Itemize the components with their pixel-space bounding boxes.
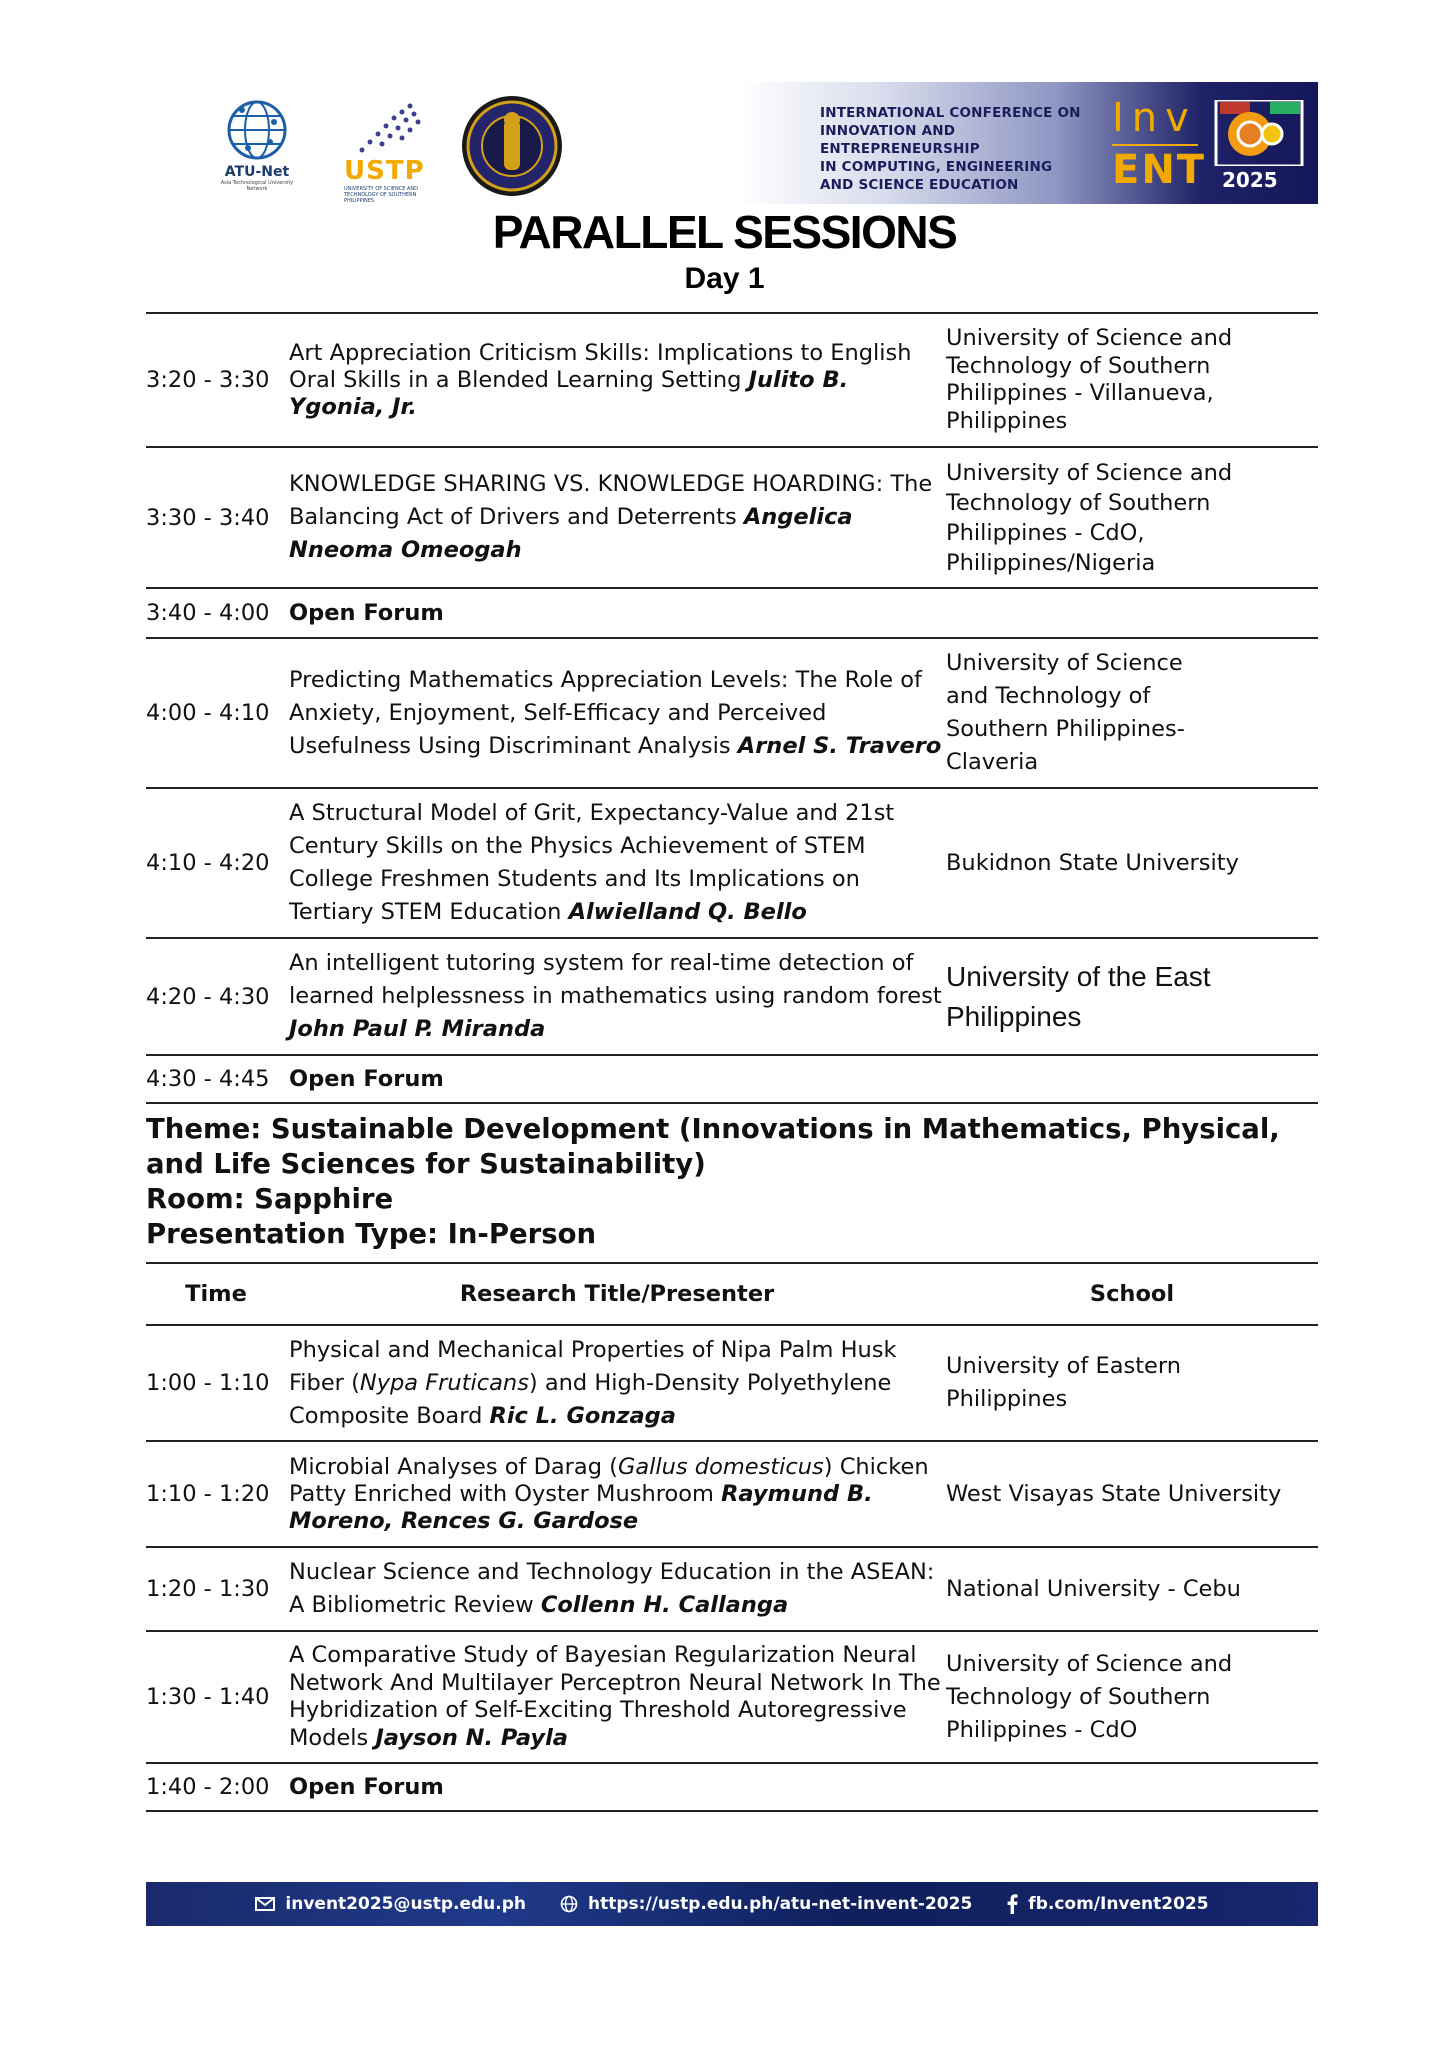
- table-row: [146, 1546, 1318, 1630]
- session-theme: [146, 1112, 1326, 1252]
- time-cell: 3:30 - 3:40: [146, 504, 270, 531]
- table-row: [146, 937, 1318, 1054]
- footer-website[interactable]: [560, 1894, 972, 1914]
- presentation-type: Presentation Type: In-Person: [146, 1218, 597, 1250]
- research-title: A Structural Model of Grit, Expectancy-Value and 21st Century Skills on the Physics Achievement of STEM College Freshmen Students and Its Implications on Tertiary STEM Education: [289, 800, 895, 925]
- room-label: Room: Sapphire: [146, 1183, 394, 1215]
- facebook-icon: [1006, 1894, 1018, 1914]
- research-title-cont: ) and High-Density Polyethylene Composite Board: [289, 1369, 892, 1429]
- presenter-name: Ric L. Gonzaga: [489, 1402, 676, 1429]
- footer-email[interactable]: [255, 1894, 526, 1914]
- school-cell: [946, 939, 1318, 1054]
- time-cell: 4:00 - 4:10: [146, 700, 270, 726]
- conference-name: [820, 104, 1090, 194]
- school-name: University of Science and Technology of Southern Philippines-Claveria: [946, 650, 1185, 775]
- species-name: Nypa Fruticans: [359, 1369, 529, 1396]
- column-header-time: Time: [185, 1281, 247, 1307]
- ustp-subtitle: UNIVERSITY OF SCIENCE AND TECHNOLOGY OF SOUTHERN PHILIPPINES: [344, 186, 418, 204]
- school-cell: [946, 448, 1318, 587]
- research-title: Nuclear Science and Technology Education in the ASEAN: A Bibliometric Review: [289, 1559, 935, 1618]
- time-cell: 1:10 - 1:20: [146, 1481, 270, 1507]
- school-name: University of Eastern Philippines: [946, 1353, 1181, 1412]
- open-forum-label: Open Forum: [289, 600, 444, 626]
- table-row: [146, 446, 1318, 587]
- globe-network-icon: [222, 98, 292, 162]
- globe-icon: [560, 1895, 578, 1913]
- presenter-name: Jayson N. Payla: [375, 1724, 568, 1751]
- table-row: [146, 1440, 1318, 1546]
- table-row: [146, 1762, 1318, 1812]
- ustp-name: USTP: [344, 156, 425, 186]
- day-label: Day 1: [684, 262, 765, 295]
- university-seal-icon: [460, 94, 564, 198]
- school-cell: Bukidnon State University: [946, 850, 1239, 876]
- email-icon: [255, 1897, 275, 1911]
- title-cell: [289, 448, 945, 587]
- species-name: Gallus domesticus: [617, 1453, 824, 1480]
- research-title: Art Appreciation Criticism Skills: Implications to English Oral Skills in a Blended Learning Setting: [289, 339, 912, 393]
- time-cell: 1:30 - 1:40: [146, 1684, 270, 1710]
- time-cell: 4:20 - 4:30: [146, 983, 270, 1010]
- school-cell: West Visayas State University: [946, 1481, 1282, 1507]
- school-name: University of Science and Technology of Southern Philippines - CdO, Philippines/Nigeria: [946, 459, 1233, 576]
- invent-emblem-icon: [1210, 100, 1310, 166]
- title-cell: [289, 1632, 945, 1762]
- brawijaya-seal: [460, 94, 564, 202]
- time-cell: 1:00 - 1:10: [146, 1370, 270, 1396]
- table-row: [146, 1324, 1318, 1440]
- contact-footer: [146, 1882, 1318, 1926]
- research-title: Microbial Analyses of Darag (: [289, 1453, 618, 1480]
- time-cell: 1:20 - 1:30: [146, 1576, 270, 1602]
- table-row: [146, 637, 1318, 787]
- title-cell: [289, 1442, 945, 1546]
- table-header: [146, 1262, 1318, 1324]
- facebook-link[interactable]: fb.com/Invent2025: [1028, 1894, 1209, 1914]
- research-title: Physical and Mechanical Properties of Nipa Palm Husk Fiber (: [289, 1336, 897, 1396]
- atu-net-subtitle: Asia Technological University Network: [220, 180, 294, 192]
- research-title-cont: ) Chicken Patty Enriched with Oyster Mushroom: [289, 1453, 929, 1507]
- presenter-name: Angelica Nneoma Omeogah: [289, 504, 853, 563]
- table-row: [146, 787, 1318, 937]
- presenter-name: Collenn H. Callanga: [540, 1592, 789, 1618]
- research-title: Predicting Mathematics Appreciation Levels: The Role of Anxiety, Enjoyment, Self-Efficacy and Perceived Usefulness Using Discriminant Analysis: [289, 666, 922, 759]
- research-title: A Comparative Study of Bayesian Regularization Neural Network And Multilayer Perceptron Neural Network In The Hybridization of Self-Exciting Threshold Autoregressive Models: [289, 1642, 941, 1751]
- website-link[interactable]: https://ustp.edu.ph/atu-net-invent-2025: [588, 1894, 973, 1914]
- column-header-school: School: [1089, 1281, 1175, 1307]
- school-name: University of Science and Technology of Southern Philippines - CdO: [946, 1650, 1233, 1743]
- time-cell: 3:20 - 3:30: [146, 367, 270, 393]
- banner-line-3: IN COMPUTING, ENGINEERING: [820, 159, 1053, 175]
- presenter-name: Alwielland Q. Bello: [568, 899, 807, 925]
- brand-inv: Inv: [1112, 95, 1197, 141]
- brand-divider: [1112, 144, 1198, 146]
- open-forum-label: Open Forum: [289, 1066, 444, 1092]
- table-row: [146, 1054, 1318, 1104]
- brand-year: 2025: [1222, 168, 1278, 192]
- banner-line-1: INTERNATIONAL CONFERENCE ON: [820, 105, 1081, 121]
- presenter-name: Raymund B. Moreno, Rences G. Gardose: [289, 1480, 873, 1534]
- title-cell: [289, 1326, 945, 1440]
- title-cell: [289, 639, 945, 787]
- banner-line-2: INNOVATION AND ENTREPRENEURSHIP: [820, 123, 980, 157]
- time-cell: 4:10 - 4:20: [146, 850, 270, 876]
- title-cell: [289, 314, 945, 446]
- atu-net-name: ATU-Net: [224, 164, 290, 180]
- time-cell: 4:30 - 4:45: [146, 1066, 270, 1092]
- school-name: University of the East Philippines: [946, 960, 1211, 1032]
- presenter-name: Julito B. Ygonia, Jr.: [289, 366, 849, 420]
- school-cell: [946, 639, 1318, 787]
- ustp-dots-icon: [340, 98, 430, 158]
- atu-net-logo: [215, 98, 299, 192]
- invent-brand: [1112, 95, 1207, 193]
- column-header-title: Research Title/Presenter: [459, 1281, 775, 1307]
- email-link[interactable]: invent2025@ustp.edu.ph: [285, 1894, 526, 1914]
- presenter-name: John Paul P. Miranda: [289, 1016, 546, 1042]
- table-row: [146, 587, 1318, 637]
- research-title: An intelligent tutoring system for real-time detection of learned helplessness in mathematics using random forest: [289, 950, 942, 1009]
- title-cell: [289, 1548, 945, 1630]
- theme-title: Theme: Sustainable Development (Innovations in Mathematics, Physical, and Life Sciences for Sustainability): [146, 1113, 1280, 1180]
- research-title: KNOWLEDGE SHARING VS. KNOWLEDGE HOARDING: The Balancing Act of Drivers and Deterrents: [289, 471, 933, 530]
- school-cell: [946, 1326, 1318, 1440]
- banner-line-4: AND SCIENCE EDUCATION: [820, 177, 1019, 193]
- title-cell: [289, 939, 945, 1054]
- page-title: PARALLEL SESSIONS: [492, 206, 957, 258]
- school-name: University of Science and Technology of Southern Philippines - Villanueva, Philippines: [946, 325, 1233, 434]
- title-cell: [289, 789, 945, 937]
- school-cell: [946, 314, 1318, 446]
- presenter-name: Arnel S. Travero: [737, 732, 942, 759]
- brand-ent: ENT: [1112, 147, 1207, 193]
- time-cell: 1:40 - 2:00: [146, 1774, 270, 1800]
- footer-facebook[interactable]: [1006, 1894, 1208, 1914]
- ustp-logo: [340, 98, 430, 204]
- school-cell: National University - Cebu: [946, 1576, 1241, 1602]
- open-forum-label: Open Forum: [289, 1774, 444, 1800]
- time-cell: 3:40 - 4:00: [146, 600, 270, 626]
- table-row: [146, 1630, 1318, 1762]
- school-cell: [946, 1632, 1318, 1762]
- table-row: [146, 312, 1318, 446]
